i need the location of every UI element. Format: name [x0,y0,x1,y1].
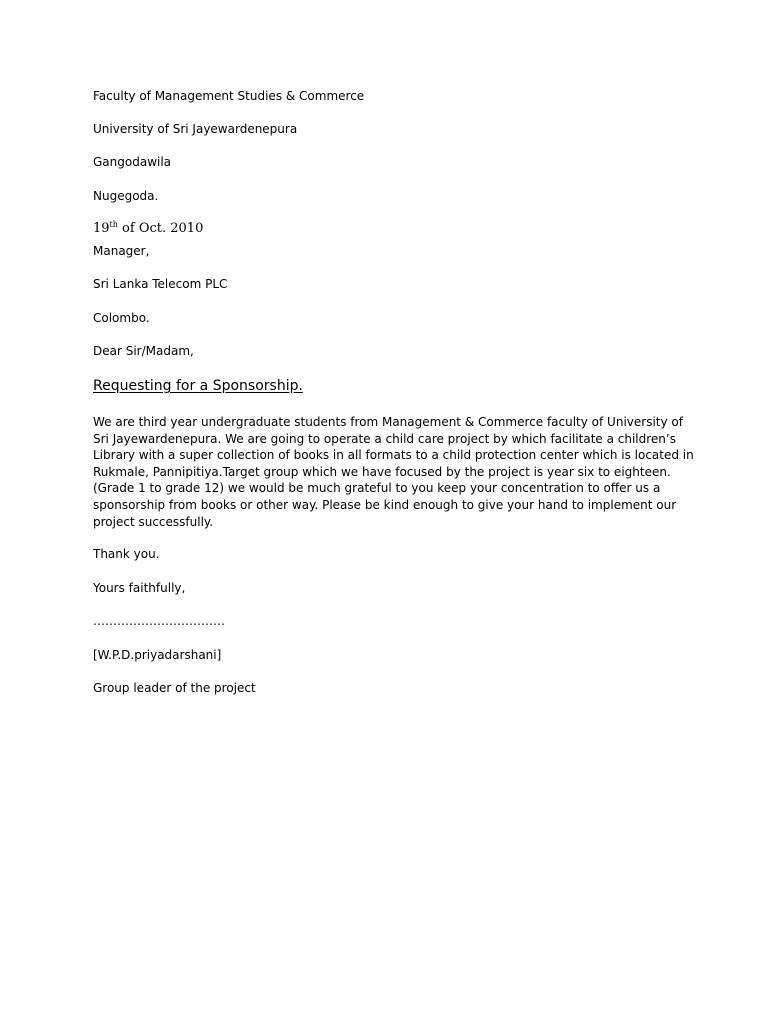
recipient-company: Sri Lanka Telecom PLC [93,277,228,291]
sender-faculty: Faculty of Management Studies & Commerce [93,89,365,103]
date-day: 19 [93,221,110,236]
body-line: Sri Jayewardenepura. We are going to operate a child care project by which facilitate a children’s [93,431,676,446]
sender-city: Nugegoda. [93,189,159,203]
body-line: We are third year undergraduate students from Management & Commerce faculty of University of [93,415,683,429]
date-rest: of Oct. 2010 [117,221,204,236]
body-line: (Grade 1 to grade 12) we would be much grateful to you keep your concentration to offer us a [93,481,661,496]
body-line: project successfully. [93,514,214,529]
signatory-title: Group leader of the project [93,681,256,695]
recipient-title: Manager, [93,244,150,258]
sender-university: University of Sri Jayewardenepura [93,122,298,136]
subject-heading: Requesting for a Sponsorship. [93,378,303,394]
salutation: Dear Sir/Madam, [93,344,194,358]
date-suffix: th [109,220,118,229]
signatory-name: [W.P.D.priyadarshani] [93,648,222,662]
body-paragraph [93,414,694,530]
closing-line: Yours faithfully, [93,581,186,595]
recipient-city: Colombo. [93,311,150,325]
body-line: Rukmale, Pannipitiya.Target group which we have focused by the project is year six to eighteen. [93,464,671,479]
body-line: Library with a super collection of books in all formats to a child protection center which is located in [93,448,694,463]
signature-line: …………………………… [93,614,225,628]
body-line: sponsorship from books or other way. Please be kind enough to give your hand to implement our [93,497,677,512]
letter-date [93,221,203,237]
sender-town: Gangodawila [93,155,172,169]
thanks-line: Thank you. [93,547,160,561]
